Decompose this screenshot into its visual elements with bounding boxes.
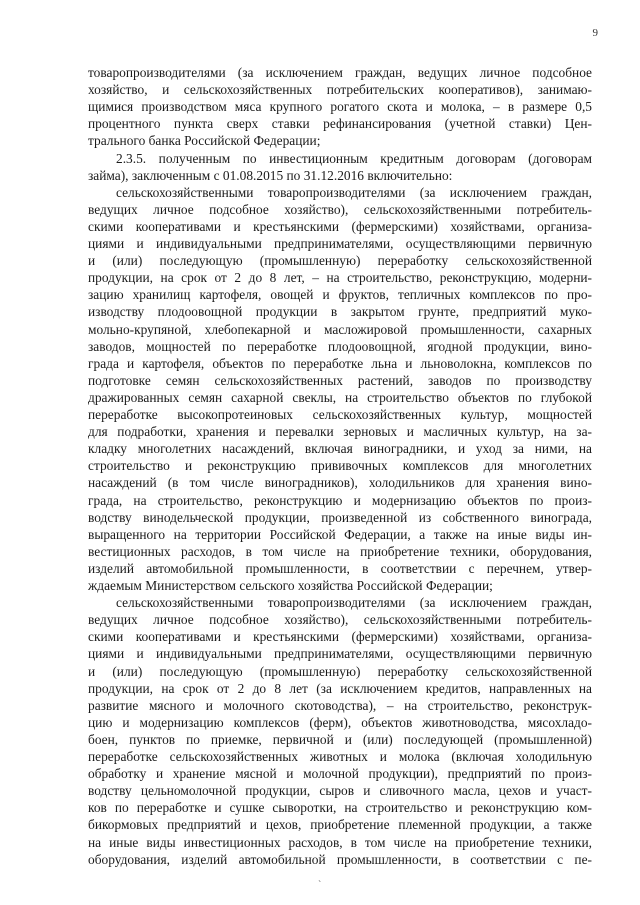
text-line: развитие мясного и молочного скотоводства), – на строительство, реконструк-	[88, 698, 592, 713]
text-line: для подработки, хранения и перевалки зерновых и масличных культур, на за-	[88, 424, 592, 439]
text-line: 2.3.5. полученным по инвестиционным кредитным договорам (договорам	[116, 151, 592, 166]
text-line: ведущих личное подсобное хозяйство), сельскохозяйственными потребитель-	[88, 612, 592, 627]
page-number: 9	[592, 27, 598, 39]
text-line: трального банка Российской Федерации;	[88, 133, 321, 148]
text-line: продукции, на срок от 2 до 8 лет, – на строительство, реконструкцию, модерни-	[88, 270, 592, 285]
text-line: оборудования, изделий автомобильной промышленности, в соответствии с пе-	[88, 852, 592, 867]
text-line: водству винодельческой продукции, произведенной из собственного винограда,	[88, 510, 592, 525]
text-line: скими кооперативами и крестьянскими (фермерскими) хозяйствами, организа-	[88, 629, 592, 644]
text-line: дражированных семян сахарной свеклы, на строительство объектов по глубокой	[88, 390, 592, 405]
text-line: ков по переработке и сушке сыворотки, на строительство и реконструкцию ком-	[88, 800, 592, 815]
text-line: боен, пунктов по приемке, первичной и (или) последующей (промышленной)	[88, 732, 592, 747]
text-line: и (или) последующую (промышленную) переработку сельскохозяйственной	[88, 253, 592, 268]
text-line: на иные виды инвестиционных расходов, в том числе на приобретение техники,	[88, 835, 592, 850]
text-line: переработке сельскохозяйственных животных и молока (включая холодильную	[88, 749, 592, 764]
text-line: выращенного на территории Российской Федерации, а также на иные виды ин-	[88, 527, 592, 542]
text-line: сельскохозяйственными товаропроизводителями (за исключением граждан,	[116, 185, 592, 200]
text-line: града, на строительство, реконструкцию и модернизацию объектов по произ-	[88, 493, 592, 508]
text-line: бикормовых предприятий и цехов, приобретение племенной продукции, а также	[88, 817, 592, 832]
text-line: изводству плодоовощной продукции в закрытом грунте, предприятий муко-	[88, 304, 592, 319]
text-line: обработку и хранение мясной и молочной продукции), предприятий по произ-	[88, 766, 592, 781]
text-line: скими кооперативами и крестьянскими (фермерскими) хозяйствами, организа-	[88, 219, 592, 234]
text-line: переработке высокопротеиновых сельскохозяйственных культур, мощностей	[88, 407, 592, 422]
text-line: подготовке семян сельскохозяйственных растений, заводов по производству	[88, 373, 592, 388]
text-line: заводов, мощностей по переработке плодоовощной, ягодной продукции, вино-	[88, 339, 592, 354]
text-line: изделий автомобильной промышленности, в соответствии с перечнем, утвер-	[88, 561, 592, 576]
text-line: ждаемым Министерством сельского хозяйства Российской Федерации;	[88, 578, 493, 593]
text-line: града и картофеля, объектов по переработке льна и льноволокна, комплексов по	[88, 356, 592, 371]
text-line: цию и модернизацию комплексов (ферм), объектов животноводства, мясохладо-	[88, 715, 592, 730]
text-line: циями и индивидуальными предпринимателями, осуществляющими первичную	[88, 236, 592, 251]
text-line: займа), заключенным с 01.08.2015 по 31.12.2016 включительно:	[88, 168, 453, 183]
text-line: строительство и реконструкцию прививочных комплексов для многолетних	[88, 458, 592, 473]
text-line: сельскохозяйственными товаропроизводителями (за исключением граждан,	[116, 595, 592, 610]
text-line: мольно-крупяной, хлебопекарной и масложировой промышленности, сахарных	[88, 322, 592, 337]
text-line: кладку многолетних насаждений, включая виноградники, и уход за ними, на	[88, 441, 592, 456]
text-line: товаропроизводителями (за исключением граждан, ведущих личное подсобное	[88, 65, 592, 80]
text-line: хозяйство, и сельскохозяйственных потребительских кооперативов), занимаю-	[88, 82, 592, 97]
text-line: циями и индивидуальными предпринимателями, осуществляющими первичную	[88, 646, 592, 661]
text-line: вестиционных расходов, в том числе на приобретение техники, оборудования,	[88, 544, 592, 559]
text-line: насаждений (в том числе виноградников), холодильников для хранения вино-	[88, 475, 592, 490]
text-line: ведущих личное подсобное хозяйство), сельскохозяйственными потребитель-	[88, 202, 592, 217]
text-line: процентного пункта сверх ставки рефинансирования (учетной ставки) Цен-	[88, 116, 592, 131]
text-line: и (или) последующую (промышленную) переработку сельскохозяйственной	[88, 664, 592, 679]
scan-mark: `	[318, 880, 322, 891]
text-line: зацию хранилищ картофеля, овощей и фруктов, тепличных комплексов по про-	[88, 287, 592, 302]
text-line: щимися производством мяса крупного рогатого скота и молока, – в размере 0,5	[88, 99, 592, 114]
text-line: продукции, на срок от 2 до 8 лет (за исключением кредитов, направленных на	[88, 681, 592, 696]
text-line: водству цельномолочной продукции, сыров и сливочного масла, цехов и участ-	[88, 783, 592, 798]
